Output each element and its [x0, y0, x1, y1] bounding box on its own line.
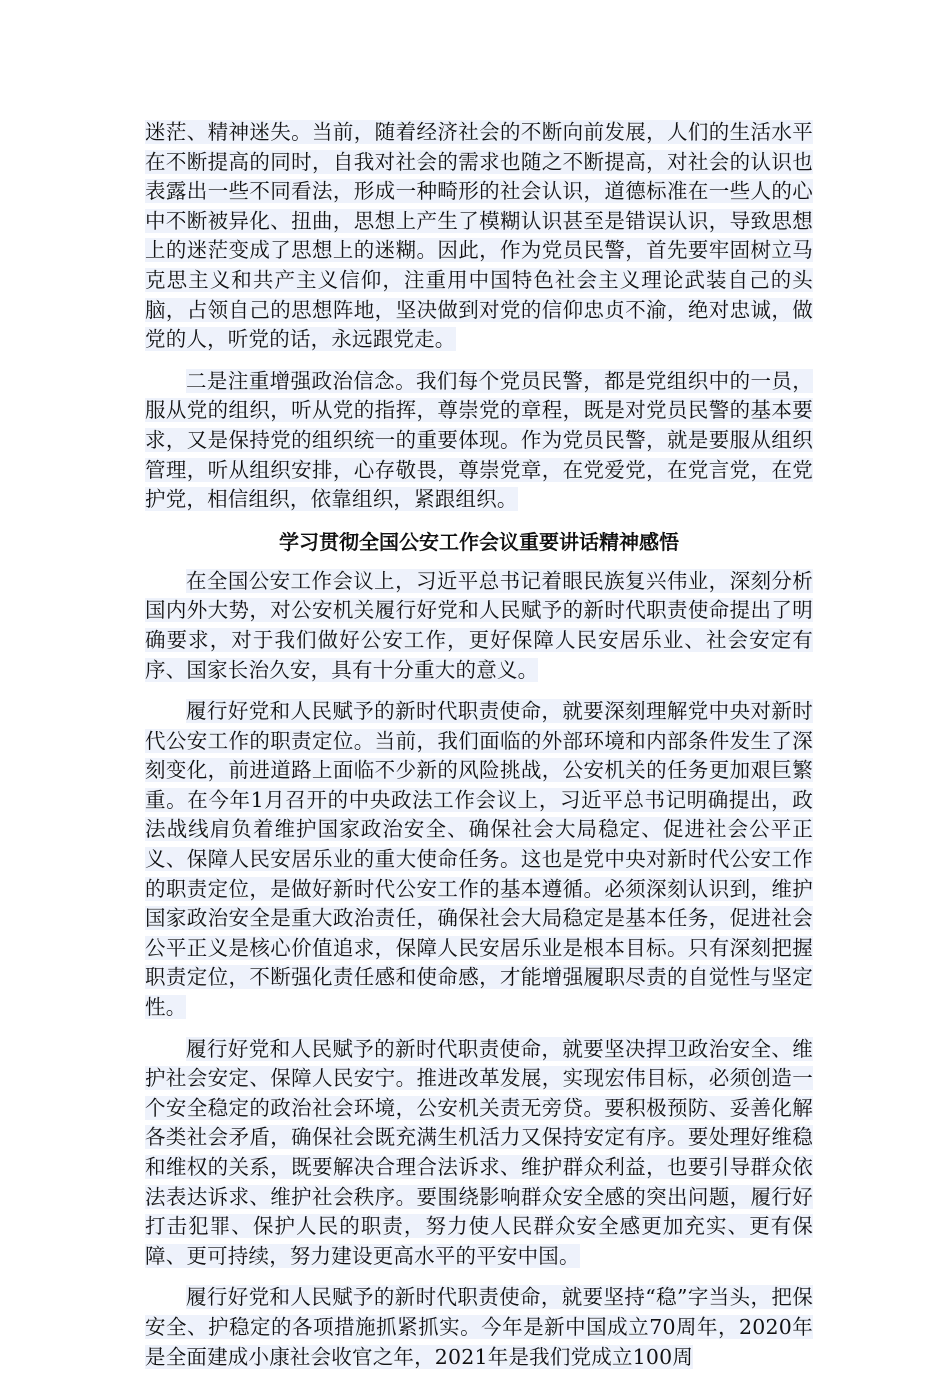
- paragraph-text: 履行好党和人民赋予的新时代职责使命，就要深刻理解党中央对新时代公安工作的职责定位。当前，我们面临的外部环境和内部条件发生了深刻变化，前进道路上面临不少新的风险挑战，公安机关的任务更加艰巨繁重。在今年1月召开的中央政法工作会议上，习近平总书记明确提出，政法战线肩负着维护国家政治安全、确保社会大局稳定、促进社会公平正义、保障人民安居乐业的重大使命任务。这也是党中央对新时代公安工作的职责定位，是做好新时代公安工作的基本遵循。必须深刻认识到，维护国家政治安全是重大政治责任，确保社会大局稳定是基本任务，促进社会公平正义是核心价值追求，保障人民安居乐业是根本目标。只有深刻把握职责定位，不断强化责任感和使命感，才能增强履职尽责的自觉性与坚定性。: [145, 699, 813, 1020]
- paragraph-political-belief: [145, 367, 813, 515]
- document-body: [145, 118, 813, 1384]
- paragraph-text: 履行好党和人民赋予的新时代职责使命，就要坚持“稳”字当头，把保安全、护稳定的各项措施抓紧抓实。今年是新中国成立70周年，2020年是全面建成小康社会收官之年，2021年是我们党成立100周: [145, 1285, 813, 1369]
- paragraph-text: 履行好党和人民赋予的新时代职责使命，就要坚决捍卫政治安全、维护社会安定、保障人民安宁。推进改革发展，实现宏伟目标，必须创造一个安全稳定的政治社会环境，公安机关责无旁贷。要积极预防、妥善化解各类社会矛盾，确保社会既充满生机活力又保持安定有序。要处理好维稳和维权的关系，既要解决合理合法诉求、维护群众利益，也要引导群众依法表达诉求、维护社会秩序。要围绕影响群众安全感的突出问题，履行好打击犯罪、保护人民的职责，努力使人民群众安全感更加充实、更有保障、更可持续，努力建设更高水平的平安中国。: [145, 1036, 813, 1268]
- paragraph-text: 迷茫、精神迷失。当前，随着经济社会的不断向前发展，人们的生活水平在不断提高的同时，自我对社会的需求也随之不断提高，对社会的认识也表露出一些不同看法，形成一种畸形的社会认识，道德标准在一些人的心中不断被异化、扭曲，思想上产生了模糊认识甚至是错误认识，导致思想上的迷茫变成了思想上的迷糊。因此，作为党员民警，首先要牢固树立马克思主义和共产主义信仰，注重用中国特色社会主义理论武装自己的头脑，占领自己的思想阵地，坚决做到对党的信仰忠贞不渝，绝对忠诚，做党的人，听党的话，永远跟党走。: [145, 120, 813, 352]
- paragraph-political-security: [145, 1035, 813, 1272]
- paragraph-text: 在全国公安工作会议上，习近平总书记着眼民族复兴伟业，深刻分析国内外大势，对公安机关履行好党和人民赋予的新时代职责使命提出了明确要求，对于我们做好公安工作，更好保障人民安居乐业、社会安定有序、国家长治久安，具有十分重大的意义。: [145, 568, 813, 682]
- paragraph-text: 二是注重增强政治信念。我们每个党员民警，都是党组织中的一员，服从党的组织，听从党的指挥，尊崇党的章程，既是对党员民警的基本要求，又是保持党的组织统一的重要体现。作为党员民警，就是要服从组织管理，听从组织安排，心存敬畏，尊崇党章，在党爱党，在党言党，在党护党，相信组织，依靠组织，紧跟组织。: [145, 368, 813, 512]
- paragraph-continuation: [145, 118, 813, 355]
- section-heading: 学习贯彻全国公安工作会议重要讲话精神感悟: [279, 529, 679, 554]
- paragraph-stability-first: [145, 1283, 813, 1372]
- paragraph-intro: [145, 567, 813, 685]
- paragraph-role-positioning: [145, 697, 813, 1023]
